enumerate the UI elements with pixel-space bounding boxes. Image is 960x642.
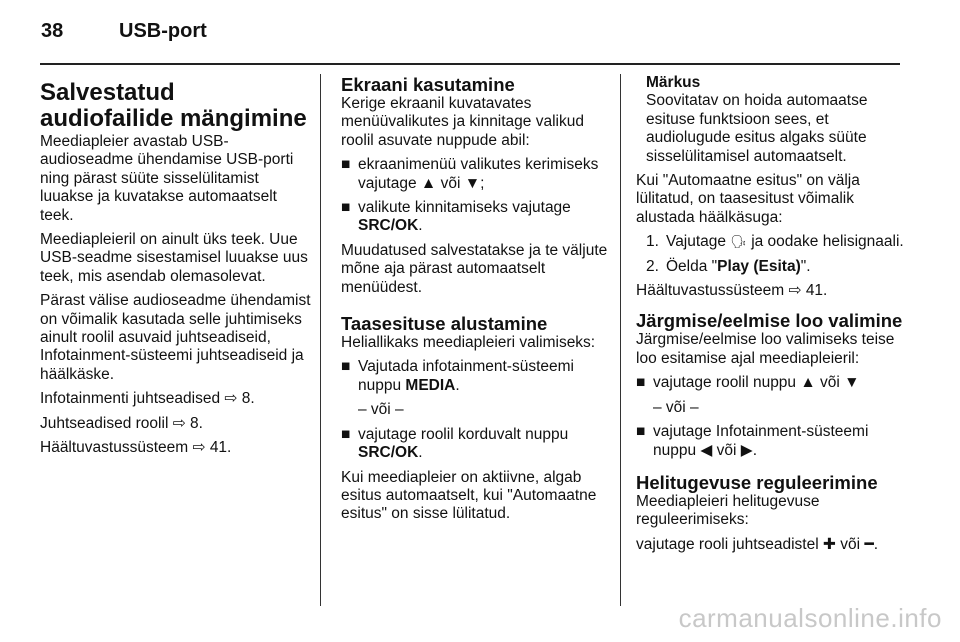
paragraph: Kerige ekraanil kuvatavates menüüvalikutes ja kinnitage valikud roolil asuvate nuppude abil: <box>341 95 584 149</box>
key-label: MEDIA <box>405 376 456 394</box>
or-separator: – või – <box>358 401 404 419</box>
voice-command-icon: 🗣 <box>730 234 747 250</box>
list-item: ■ valikute kinnitamiseks vajutage SRC/OK. <box>341 199 571 235</box>
watermark: carmanualsonline.info <box>678 603 942 633</box>
list-item: ■ ekraanimenüü valikutes kerimiseks vajutage ▲ või ▼; <box>341 156 599 192</box>
numbered-step: 2. Öelda "Play (Esita)". <box>646 257 811 275</box>
arrow-left-icon: ◀ <box>700 441 713 459</box>
column-2 <box>341 74 613 530</box>
chapter-title: USB-port <box>119 20 207 42</box>
section-heading: Taasesituse alustamine <box>341 313 548 335</box>
key-label: SRC/OK <box>358 217 419 235</box>
bullet-icon: ■ <box>341 425 351 443</box>
header-rule <box>40 63 900 65</box>
page-header <box>41 20 207 43</box>
page-ref-icon: ⇨ <box>192 439 206 457</box>
arrow-up-icon: ▲ <box>420 174 437 192</box>
cross-reference[interactable]: Häältuvastussüsteem ⇨ 41. <box>636 282 828 300</box>
page-number: 38 <box>41 20 64 42</box>
bullet-icon: ■ <box>341 358 351 376</box>
list-item: ■ vajutage roolil nuppu ▲ või ▼ <box>636 374 860 392</box>
paragraph: Pärast välise audioseadme ühendamist on võimalik kasutada selle juhtimiseks ainult roolil asuvaid juhtseadiseid, Infotainment-süsteemi juhtseadiseid ja häälkäske. <box>40 292 311 383</box>
cross-reference[interactable]: Häältuvastussüsteem ⇨ 41. <box>40 439 232 457</box>
list-item: ■ Vajutada infotainment-süsteemi nuppu MEDIA. <box>341 358 574 394</box>
or-separator: – või – <box>653 398 699 416</box>
bullet-icon: ■ <box>636 423 646 441</box>
column-divider <box>620 74 621 606</box>
paragraph: Heliallikaks meediapleieri valimiseks: <box>341 334 596 352</box>
page-ref-icon: ⇨ <box>172 414 186 432</box>
paragraph: Järgmise/eelmise loo valimiseks teise loo esitamise ajal meediapleieril: <box>636 331 895 367</box>
paragraph: vajutage rooli juhtseadistel ✚ või ━. <box>636 535 879 553</box>
note-box <box>636 74 904 166</box>
command-label: Play (Esita) <box>717 257 801 275</box>
section-heading: Salvestatud audiofailide mängimine <box>40 79 307 132</box>
page-ref-icon: ⇨ <box>224 390 238 408</box>
arrow-down-icon: ▼ <box>844 374 860 392</box>
arrow-right-icon: ▶ <box>740 441 753 459</box>
note-title: Märkus <box>646 74 701 91</box>
arrow-up-icon: ▲ <box>800 374 816 392</box>
note-text: Soovitatav on hoida automaatse esituse funktsioon sees, et audiolugude esitus algaks süüte sisselülitamisel automaatselt. <box>646 92 868 165</box>
paragraph: Meediapleier avastab USB-audioseadme ühendamise USB-porti ning pärast süüte sisselülitamist luuakse ja kuvatakse automaatselt teek. <box>40 133 294 224</box>
column-divider <box>320 74 321 606</box>
bullet-icon: ■ <box>636 374 646 392</box>
bullet-icon: ■ <box>341 156 351 174</box>
paragraph: Muudatused salvestatakse ja te väljute mõne aja pärast automaatselt menüüdest. <box>341 241 608 296</box>
plus-icon: ✚ <box>822 535 836 553</box>
cross-reference[interactable]: Juhtseadised roolil ⇨ 8. <box>40 414 203 432</box>
minus-icon: ━ <box>864 535 874 553</box>
section-heading: Järgmise/eelmise loo valimine <box>636 310 903 332</box>
section-heading: Helitugevuse reguleerimine <box>636 471 878 493</box>
paragraph: Kui meediapleier on aktiivne, algab esitus automaatselt, kui "Automaatne esitus" on sisse lülitatud. <box>341 468 597 523</box>
list-item: ■ vajutage roolil korduvalt nuppu SRC/OK. <box>341 425 569 462</box>
section-heading: Ekraani kasutamine <box>341 74 515 95</box>
paragraph: Meediapleieri helitugevuse reguleerimiseks: <box>636 492 820 529</box>
key-label: SRC/OK <box>358 444 419 462</box>
numbered-step: 1. Vajutage 🗣 ja oodake helisignaali. <box>646 233 904 251</box>
list-item: ■ vajutage Infotainment-süsteemi nuppu ◀ või ▶. <box>636 423 869 459</box>
column-1 <box>40 74 312 464</box>
arrow-down-icon: ▼ <box>464 174 481 192</box>
page-ref-icon: ⇨ <box>788 282 802 300</box>
paragraph: Kui "Automaatne esitus" on välja lülitatud, on taasesitust võimalik alustada häälkäsuga: <box>636 172 860 226</box>
paragraph: Meediapleieril on ainult üks teek. Uue USB-seadme sisestamisel luuakse uus teek, mis asendab olemasolevat. <box>40 231 308 285</box>
cross-reference[interactable]: Infotainmenti juhtseadised ⇨ 8. <box>40 390 255 408</box>
column-3 <box>636 74 904 560</box>
bullet-icon: ■ <box>341 199 351 217</box>
